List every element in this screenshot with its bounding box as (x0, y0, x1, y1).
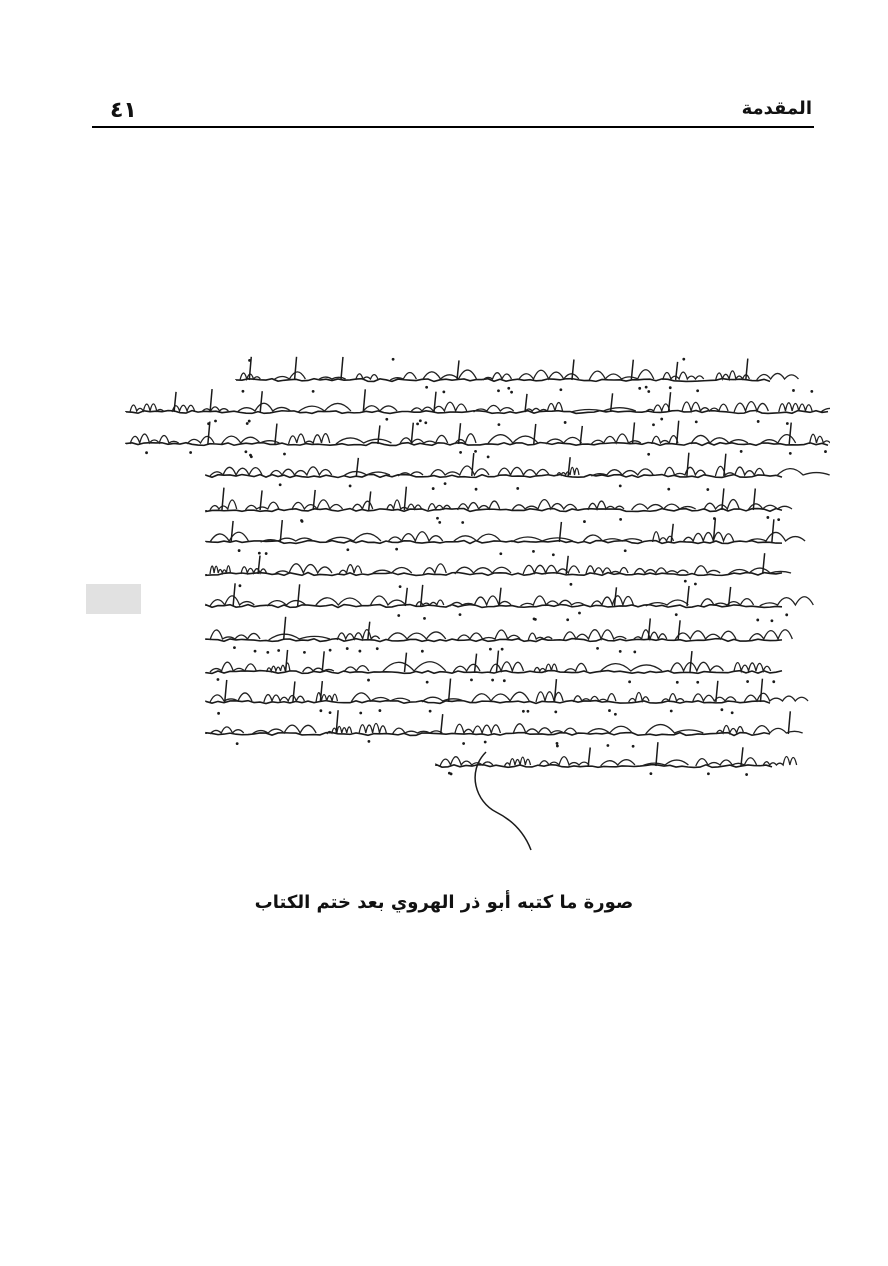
section-title: المقدمة (741, 98, 812, 119)
handwritten-line (126, 389, 830, 423)
header-rule (92, 126, 814, 128)
image-caption: صورة ما كتبه أبو ذر الهروي بعد ختم الكتاب (254, 892, 634, 913)
handwritten-line (206, 552, 791, 586)
handwritten-line (206, 710, 803, 745)
handwritten-line (236, 357, 798, 391)
manuscript-image (86, 352, 830, 852)
handwritten-line (206, 453, 830, 488)
page-header (92, 92, 814, 128)
handwritten-line (206, 679, 808, 714)
handwritten-line (436, 742, 797, 776)
margin-smudge (86, 584, 141, 614)
handwritten-line (206, 487, 792, 521)
handwritten-line (206, 583, 813, 617)
page-number: ٤١ (110, 98, 137, 123)
handwritten-line (206, 518, 805, 552)
handwritten-line (126, 421, 830, 455)
handwritten-line (206, 617, 792, 651)
handwritten-line (206, 649, 782, 683)
